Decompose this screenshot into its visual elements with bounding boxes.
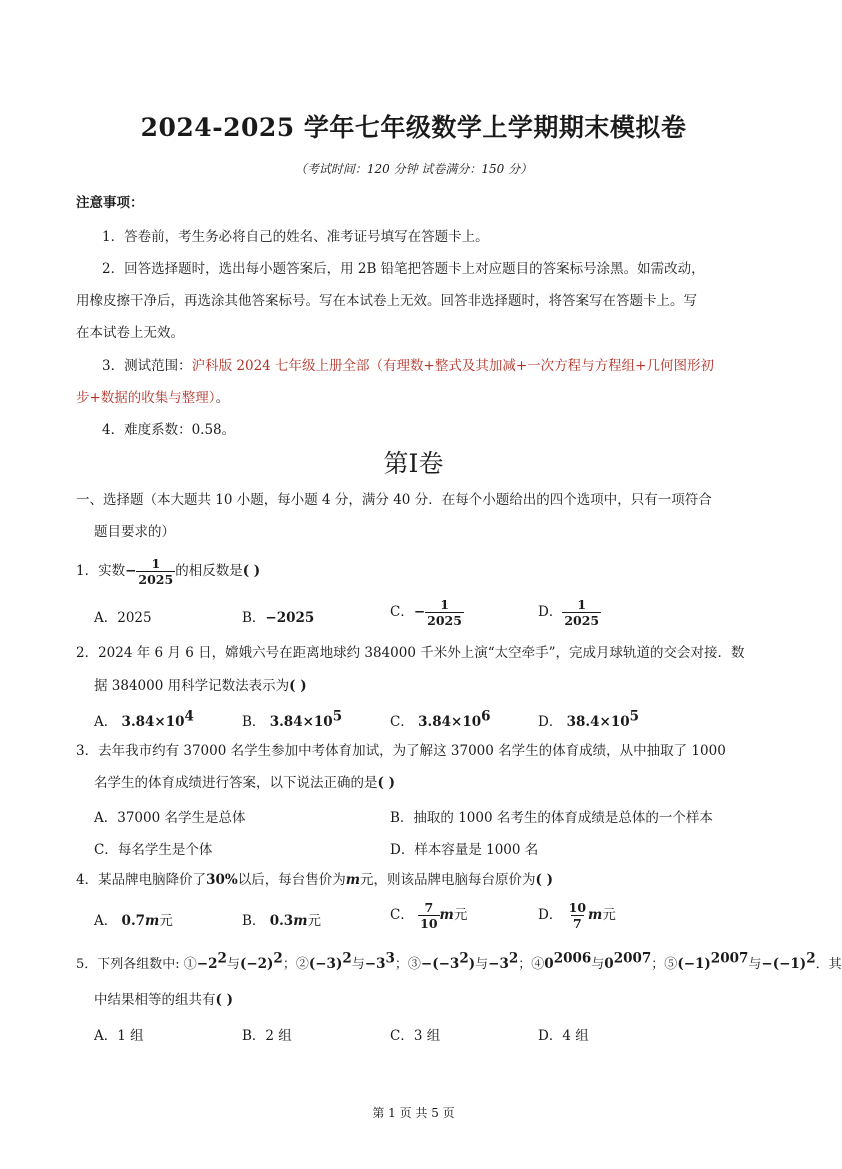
q3-option-c: C．每名学生是个体 bbox=[94, 842, 213, 858]
q5-yu-5: 与 bbox=[748, 957, 762, 972]
q4-b-var: m bbox=[293, 913, 308, 929]
q3-option-a: A．37000 名学生是总体 bbox=[94, 810, 246, 826]
q4-answer-paren: ( ) bbox=[535, 872, 553, 888]
q2-a-exp: 4 bbox=[184, 708, 194, 725]
q5-e3b-exp: 2 bbox=[508, 950, 519, 967]
q1-option-a bbox=[94, 606, 152, 626]
q3-option-d: D．样本容量是 1000 名 bbox=[390, 842, 539, 858]
q4-a-value: 0.7 bbox=[121, 913, 146, 929]
q5-e3a-close: ) bbox=[468, 956, 476, 972]
q4-option-c bbox=[390, 897, 467, 933]
q3-answer-paren: ( ) bbox=[377, 775, 395, 791]
q5-option-c: C．3 组 bbox=[390, 1028, 441, 1044]
q1-c-num: 1 bbox=[440, 597, 449, 612]
q5-c4: ④ bbox=[531, 957, 545, 972]
q3-line-2 bbox=[94, 773, 395, 793]
q1-d-label: D． bbox=[538, 604, 563, 620]
q2-c-exp: 6 bbox=[481, 708, 491, 725]
q2-option-c bbox=[390, 710, 491, 730]
q5-e1b: (−2) bbox=[239, 956, 274, 972]
q5-sep-4: ； bbox=[651, 957, 665, 972]
q5-e4b-exp: 2007 bbox=[613, 950, 652, 967]
exam-subtitle: （考试时间：120 分钟 试卷满分：150 分） bbox=[294, 162, 533, 176]
q4-d-num: 10 bbox=[568, 900, 587, 915]
note-3-scope-cont: 步+数据的收集与整理） bbox=[76, 390, 216, 406]
note-2-line-3: 在本试卷上无效。 bbox=[76, 325, 184, 341]
q4-suffix: 元，则该品牌电脑每台原价为 bbox=[360, 872, 536, 888]
q4-var: m bbox=[345, 872, 361, 888]
q1-d-den: 2025 bbox=[564, 613, 600, 628]
q4-percent: 30% bbox=[206, 872, 238, 888]
q1-a-label: A． bbox=[94, 610, 118, 626]
q1-option-c bbox=[390, 594, 464, 630]
notes-heading: 注意事项： bbox=[76, 195, 144, 211]
q1-prefix: 1．实数 bbox=[76, 563, 126, 579]
q5-e4a: 0 bbox=[544, 956, 554, 972]
q2-d-base: 38.4×10 bbox=[566, 714, 630, 730]
q1-suffix: 的相反数是 bbox=[175, 563, 243, 579]
q5-option-a: A．1 组 bbox=[94, 1028, 144, 1044]
q2-d-exp: 5 bbox=[629, 708, 640, 725]
q3-line-1: 3．去年我市约有 37000 名学生参加中考体育加试，为了解这 37000 名学生的体育成绩，从中抽取了 1000 bbox=[76, 743, 726, 759]
q5-e5a-exp: 2007 bbox=[710, 950, 749, 967]
note-1: 1．答卷前，考生务必将自己的姓名、准考证号填写在答题卡上。 bbox=[102, 229, 489, 245]
q4-b-label: B． bbox=[242, 913, 266, 929]
q1-numerator: 1 bbox=[151, 556, 161, 571]
exam-title: 2024-2025 学年七年级数学上学期期末模拟卷 bbox=[140, 113, 687, 142]
q2-c-base: 3.84×10 bbox=[418, 714, 482, 730]
note-3-scope: 沪科版 2024 七年级上册全部（有理数+整式及其加减+一次方程与方程组+几何图形初 bbox=[191, 358, 714, 374]
q4-a-label: A． bbox=[94, 913, 118, 929]
q1-c-label: C． bbox=[390, 604, 414, 620]
q2-c-label: C． bbox=[390, 714, 414, 730]
q4-option-d bbox=[538, 897, 616, 933]
q1-d-fraction bbox=[562, 597, 601, 628]
q5-e4a-exp: 2006 bbox=[553, 950, 592, 967]
q2-b-exp: 5 bbox=[332, 708, 343, 725]
q5-yu-1: 与 bbox=[226, 957, 240, 972]
q2-option-b bbox=[242, 710, 342, 730]
section-title: 第I卷 bbox=[383, 449, 444, 478]
q4-c-num: 7 bbox=[424, 900, 434, 915]
q5-sep-1: ； bbox=[282, 957, 296, 972]
q1-b-value: −2025 bbox=[265, 610, 315, 626]
q4-c-var: m bbox=[439, 907, 454, 923]
q1-a-value: 2025 bbox=[117, 610, 152, 626]
section-intro-line-1: 一、选择题（本大题共 10 小题，每小题 4 分，满分 40 分．在每个小题给出的四个选项中，只有一项符合 bbox=[76, 492, 712, 508]
q2-option-d bbox=[538, 710, 639, 730]
section-intro-line-2: 题目要求的） bbox=[94, 524, 175, 540]
q5-sep-3: ； bbox=[518, 957, 532, 972]
q5-e2b-exp: 3 bbox=[385, 950, 395, 967]
q5-e2a-exp: 2 bbox=[342, 950, 352, 967]
q1-c-den: 2025 bbox=[427, 613, 462, 628]
q5-e3b: −3 bbox=[488, 956, 509, 972]
note-4: 4．难度系数：0.58。 bbox=[102, 422, 236, 438]
q5-e1b-exp: 2 bbox=[273, 950, 283, 967]
q5-e1a: −2 bbox=[196, 956, 218, 972]
q5-c5: ⑤ bbox=[664, 957, 678, 972]
q2-line-2 bbox=[94, 676, 307, 696]
q4-c-label: C． bbox=[390, 907, 414, 923]
q4-mid: 以后，每台售价为 bbox=[237, 872, 346, 888]
note-2-line-1: 2．回答选择题时，选出每小题答案后，用 2B 铅笔把答题卡上对应题目的答案标号涂黑。如需改动， bbox=[102, 261, 705, 277]
q4-prefix: 4．某品牌电脑降价了 bbox=[76, 872, 207, 888]
q1-minus: − bbox=[125, 563, 137, 579]
note-3-line-1 bbox=[102, 356, 714, 376]
q5-yu-4: 与 bbox=[591, 957, 605, 972]
q1-c-minus: − bbox=[413, 604, 426, 620]
q5-prefix: 5．下列各组数中: ① bbox=[76, 957, 197, 972]
q5-line-2 bbox=[94, 990, 233, 1010]
q5-option-d: D．4 组 bbox=[538, 1028, 589, 1044]
q5-e1a-exp: 2 bbox=[217, 950, 227, 967]
q5-line-1 bbox=[76, 950, 842, 975]
note-3-line-2 bbox=[76, 388, 229, 408]
q3-stem: 名学生的体育成绩进行答案，以下说法正确的是 bbox=[94, 775, 378, 791]
q4-d-fraction bbox=[567, 900, 588, 931]
q2-option-a bbox=[94, 710, 194, 730]
q2-b-label: B． bbox=[242, 714, 266, 730]
q5-e2a: (−3) bbox=[308, 956, 343, 972]
q5-e3a: −(−3 bbox=[420, 956, 460, 972]
q5-option-b: B．2 组 bbox=[242, 1028, 292, 1044]
q4-a-unit: 元 bbox=[159, 913, 173, 929]
q4-d-label: D． bbox=[538, 907, 563, 923]
q5-e5b: −(−1) bbox=[761, 956, 807, 972]
q5-end: ．其 bbox=[815, 957, 842, 972]
q5-answer-paren: ( ) bbox=[215, 992, 233, 1008]
q1-answer-paren: ( ) bbox=[242, 563, 261, 579]
q1-denominator: 2025 bbox=[138, 572, 174, 587]
q4-b-value: 0.3 bbox=[269, 913, 294, 929]
q2-d-label: D． bbox=[538, 714, 563, 730]
q4-option-a bbox=[94, 909, 173, 929]
q5-e2b: −3 bbox=[364, 956, 386, 972]
q2-answer-paren: ( ) bbox=[289, 678, 307, 694]
q2-a-base: 3.84×10 bbox=[121, 714, 185, 730]
q1-d-num: 1 bbox=[577, 597, 587, 612]
q5-c3: ③ bbox=[407, 957, 421, 972]
q5-yu-3: 与 bbox=[475, 957, 489, 972]
question-1 bbox=[76, 553, 260, 589]
q5-sep-2: ； bbox=[394, 957, 408, 972]
q5-c2: ② bbox=[295, 957, 309, 972]
q1-b-label: B． bbox=[242, 610, 266, 626]
q4-option-b bbox=[242, 909, 321, 929]
q1-option-b bbox=[242, 606, 314, 626]
q2-b-base: 3.84×10 bbox=[269, 714, 333, 730]
q5-e4b: 0 bbox=[604, 956, 614, 972]
q5-e5a: (−1) bbox=[677, 956, 711, 972]
q2-stem: 据 384000 用科学记数法表示为 bbox=[94, 678, 290, 694]
q4-d-var: m bbox=[588, 907, 603, 923]
q1-c-fraction bbox=[425, 597, 464, 628]
q2-line-1: 2．2024 年 6 月 6 日，嫦娥六号在距离地球约 384000 千米外上演“太空牵手”，完成月球轨道的交会对接．数 bbox=[76, 645, 745, 661]
q5-yu-2: 与 bbox=[351, 957, 365, 972]
q5-e3a-exp: 2 bbox=[459, 950, 469, 967]
q1-fraction bbox=[136, 556, 175, 587]
q1-option-d bbox=[538, 594, 601, 630]
q4-c-fraction bbox=[418, 900, 439, 931]
q4-a-var: m bbox=[145, 913, 160, 929]
q3-option-b: B．抽取的 1000 名考生的体育成绩是总体的一个样本 bbox=[390, 810, 713, 826]
q4-c-den: 10 bbox=[420, 916, 438, 931]
q4-b-unit: 元 bbox=[307, 913, 322, 929]
q4-d-unit: 元 bbox=[602, 907, 616, 923]
note-3-prefix: 3．测试范围： bbox=[102, 358, 192, 374]
q2-a-label: A． bbox=[94, 714, 118, 730]
question-4 bbox=[76, 870, 553, 890]
note-2-line-2: 用橡皮擦干净后，再选涂其他答案标号。写在本试卷上无效。回答非选择题时，将答案写在答题卡上。写 bbox=[76, 293, 697, 309]
q5-e5b-exp: 2 bbox=[806, 950, 816, 967]
q5-stem: 中结果相等的组共有 bbox=[94, 992, 216, 1008]
note-3-suffix: 。 bbox=[215, 390, 230, 406]
q4-d-den: 7 bbox=[572, 916, 582, 931]
page-footer: 第 1 页 共 5 页 bbox=[372, 1106, 455, 1120]
q4-c-unit: 元 bbox=[453, 907, 468, 923]
